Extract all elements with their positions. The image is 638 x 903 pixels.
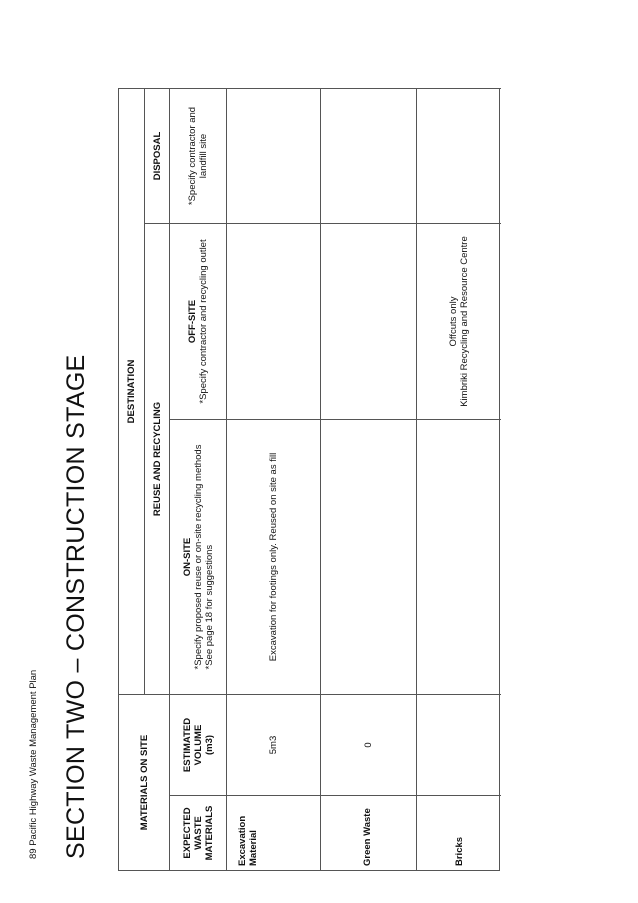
header-destination: DESTINATION: [119, 88, 145, 694]
header-disposal: DISPOSAL: [145, 88, 170, 223]
col-offsite-title: OFF-SITE: [187, 299, 198, 344]
row-offsite: [417, 223, 501, 419]
row-material: Excavation Material: [227, 795, 321, 870]
row-onsite: Excavation for footings only. Reused on site as fill: [227, 419, 321, 694]
header-materials-on-site: MATERIALS ON SITE: [119, 694, 170, 870]
row-material: Bricks: [417, 795, 501, 870]
document-header: 89 Pacific Highway Waste Management Plan: [28, 669, 39, 859]
col-onsite: [170, 419, 227, 694]
row-onsite: [321, 419, 417, 694]
col-volume-line1: ESTIMATED: [181, 717, 193, 773]
col-expected-line2: WASTE: [192, 816, 204, 850]
col-expected-waste: [170, 795, 227, 870]
offsite-line1: Offcuts only: [448, 296, 459, 347]
row-disposal: [417, 88, 501, 223]
col-volume-line3: (m3): [203, 734, 215, 756]
offsite-line2: Kimbriki Recycling and Resource Centre: [459, 236, 470, 407]
col-disposal: *Specify contractor and landfill site: [170, 88, 227, 223]
col-onsite-title: ON-SITE: [181, 537, 193, 577]
section-title: SECTION TWO – CONSTRUCTION STAGE: [62, 354, 90, 859]
col-estimated-volume: [170, 694, 227, 795]
row-volume: 0: [321, 694, 417, 795]
row-disposal: [227, 88, 321, 223]
row-volume: 5m3: [227, 694, 321, 795]
header-reuse-recycling: REUSE AND RECYCLING: [145, 223, 170, 694]
row-disposal: [321, 88, 417, 223]
waste-table: [118, 88, 500, 871]
col-onsite-line1: *Specify proposed reuse or on-site recycling methods: [192, 444, 204, 670]
col-volume-line2: VOLUME: [192, 724, 204, 766]
col-expected-line3: MATERIALS: [203, 805, 215, 861]
row-onsite: [417, 419, 501, 694]
col-expected-line1: EXPECTED: [181, 807, 193, 859]
row-volume: [417, 694, 501, 795]
col-offsite: [170, 223, 227, 419]
row-offsite: [227, 223, 321, 419]
row-material: Green Waste: [321, 795, 417, 870]
col-onsite-line2: *See page 18 for suggestions: [203, 544, 215, 670]
col-offsite-line1: *Specify contractor and recycling outlet: [198, 239, 209, 404]
row-offsite: [321, 223, 417, 419]
